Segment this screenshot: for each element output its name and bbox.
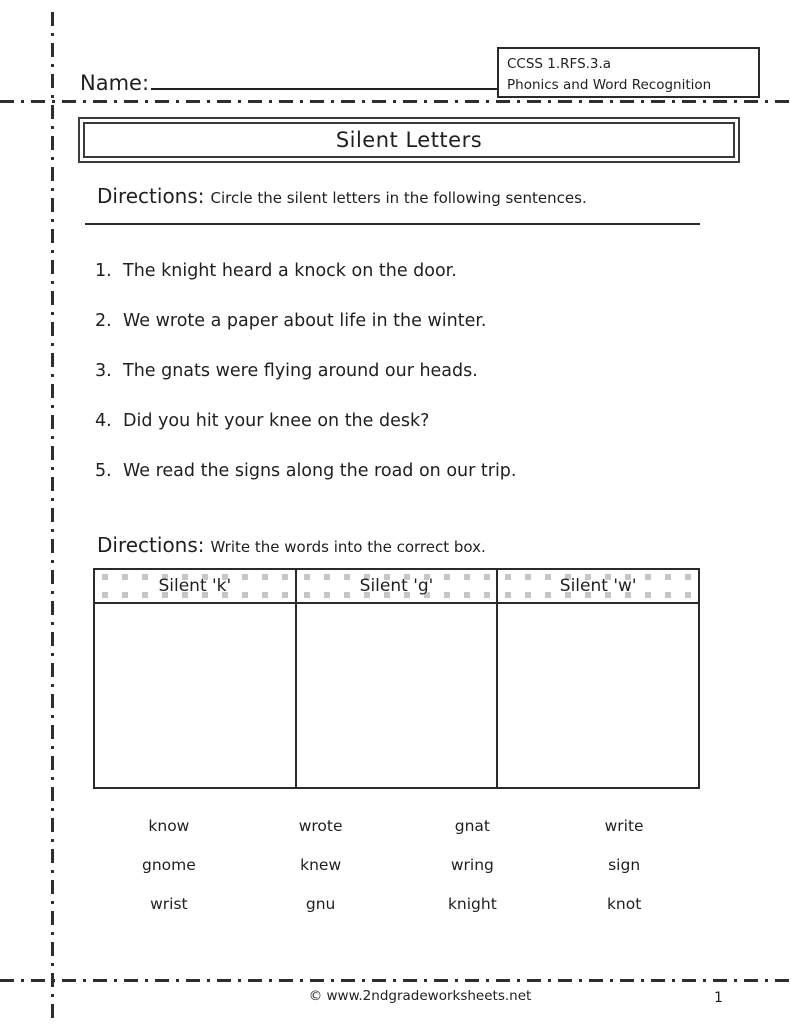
sentence-text: The gnats were flying around our heads. — [123, 361, 478, 381]
directions-circle — [97, 184, 587, 208]
word-bank-item: knight — [447, 895, 497, 913]
name-label: Name: — [80, 71, 150, 96]
column-header-silent-g: Silent 'g' — [297, 570, 499, 602]
word-bank-item: gnat — [454, 817, 490, 835]
sentence-item-4 — [95, 410, 516, 432]
sentence-text: The knight heard a knock on the door. — [123, 261, 457, 281]
top-cut-line — [0, 100, 791, 103]
column-header-silent-k: Silent 'k' — [95, 570, 297, 602]
sentence-number: 5. — [95, 461, 112, 481]
word-bank-item: write — [604, 817, 644, 835]
sentence-item-3 — [95, 360, 516, 382]
ccss-description: Phonics and Word Recognition — [507, 76, 712, 93]
word-bank-item: sign — [608, 856, 641, 874]
column-header-silent-w: Silent 'w' — [498, 570, 698, 602]
copyright-text: © www.2ndgradeworksheets.net — [308, 988, 532, 1004]
name-blank-line[interactable] — [151, 66, 503, 90]
word-bank — [93, 814, 700, 917]
answer-cell-silent-k[interactable] — [95, 604, 297, 787]
ccss-standard-box — [497, 47, 760, 98]
sentence-list — [95, 260, 516, 482]
word-sort-table — [93, 568, 700, 789]
bottom-cut-line — [0, 979, 791, 982]
ccss-code: CCSS 1.RFS.3.a — [507, 56, 612, 72]
directions-text: Circle the silent letters in the following sentences. — [210, 189, 587, 207]
directions-text: Write the words into the correct box. — [210, 538, 486, 556]
directions-write — [97, 533, 486, 557]
word-bank-item: wrist — [150, 895, 188, 913]
sentence-number: 2. — [95, 311, 112, 331]
word-bank-item: wring — [450, 856, 494, 874]
table-header-row — [95, 570, 698, 604]
word-bank-item: knew — [300, 856, 342, 874]
left-cut-line — [51, 12, 54, 1024]
directions-underline — [85, 223, 700, 225]
sentence-number: 4. — [95, 411, 112, 431]
sentence-item-2 — [95, 310, 516, 332]
name-row — [80, 66, 503, 95]
answer-cell-silent-w[interactable] — [498, 604, 698, 787]
word-bank-item: gnu — [305, 895, 336, 913]
sentence-text: We wrote a paper about life in the winter. — [123, 311, 487, 331]
answer-cell-silent-g[interactable] — [297, 604, 499, 787]
table-body-row — [95, 604, 698, 787]
directions-label: Directions: — [97, 533, 205, 557]
sentence-item-5 — [95, 460, 516, 482]
page-title: Silent Letters — [335, 128, 483, 152]
word-bank-item: knot — [606, 895, 642, 913]
page-number: 1 — [714, 990, 723, 1006]
word-bank-item: know — [148, 817, 190, 835]
sentence-number: 3. — [95, 361, 112, 381]
word-bank-item: wrote — [298, 817, 343, 835]
sentence-number: 1. — [95, 261, 112, 281]
sentence-text: We read the signs along the road on our trip. — [123, 461, 517, 481]
word-bank-item: gnome — [141, 856, 196, 874]
directions-label: Directions: — [97, 184, 205, 208]
title-box — [78, 117, 740, 163]
sentence-text: Did you hit your knee on the desk? — [123, 411, 430, 431]
sentence-item-1 — [95, 260, 516, 282]
